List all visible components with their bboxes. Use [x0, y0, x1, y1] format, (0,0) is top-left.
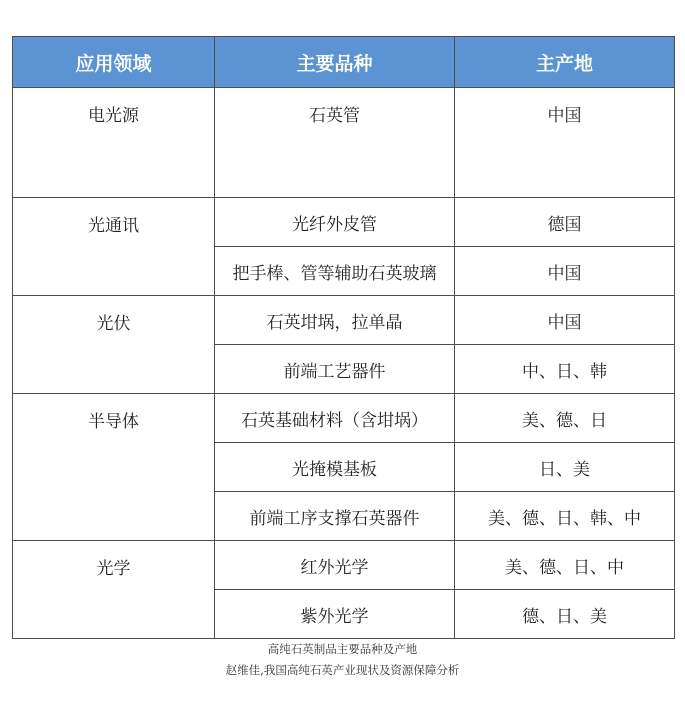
origin-cell: 美、德、日、韩、中: [455, 492, 675, 541]
origin-cell: 美、德、日、中: [455, 541, 675, 590]
origin-cell: 日、美: [455, 443, 675, 492]
product-cell: 石英管: [215, 88, 455, 198]
header-row: [13, 37, 675, 88]
product-cell: 把手棒、管等辅助石英玻璃: [215, 247, 455, 296]
table-row: [13, 394, 675, 443]
product-table: [12, 36, 675, 639]
table-row: [13, 541, 675, 590]
product-cell: 紫外光学: [215, 590, 455, 639]
header-main-origin: 主产地: [455, 37, 675, 88]
table-caption-source: 赵维佳,我国高纯石英产业现状及资源保障分析: [225, 663, 460, 677]
product-cell: 光掩模基板: [215, 443, 455, 492]
product-cell: 石英基础材料（含坩埚）: [215, 394, 455, 443]
field-cell: 半导体: [13, 394, 215, 541]
product-cell: 前端工艺器件: [215, 345, 455, 394]
table-row: [13, 88, 675, 198]
product-cell: 石英坩埚，拉单晶: [215, 296, 455, 345]
table-row: [13, 296, 675, 345]
table-header: [13, 37, 675, 88]
field-cell: 光学: [13, 541, 215, 639]
origin-cell: 中国: [455, 296, 675, 345]
field-cell: 光伏: [13, 296, 215, 394]
field-cell: 电光源: [13, 88, 215, 198]
product-cell: 光纤外皮管: [215, 198, 455, 247]
product-cell: 红外光学: [215, 541, 455, 590]
origin-cell: 中国: [455, 247, 675, 296]
table-body: [13, 88, 675, 639]
table-row: [13, 198, 675, 247]
field-cell: 光通讯: [13, 198, 215, 296]
origin-cell: 中、日、韩: [455, 345, 675, 394]
origin-cell: 德国: [455, 198, 675, 247]
origin-cell: 德、日、美: [455, 590, 675, 639]
header-application-field: 应用领域: [13, 37, 215, 88]
origin-cell: 美、德、日: [455, 394, 675, 443]
product-cell: 前端工序支撑石英器件: [215, 492, 455, 541]
table-caption-title: 高纯石英制品主要品种及产地: [267, 642, 418, 656]
header-main-product: 主要品种: [215, 37, 455, 88]
product-table-container: [12, 36, 674, 639]
origin-cell: 中国: [455, 88, 675, 198]
